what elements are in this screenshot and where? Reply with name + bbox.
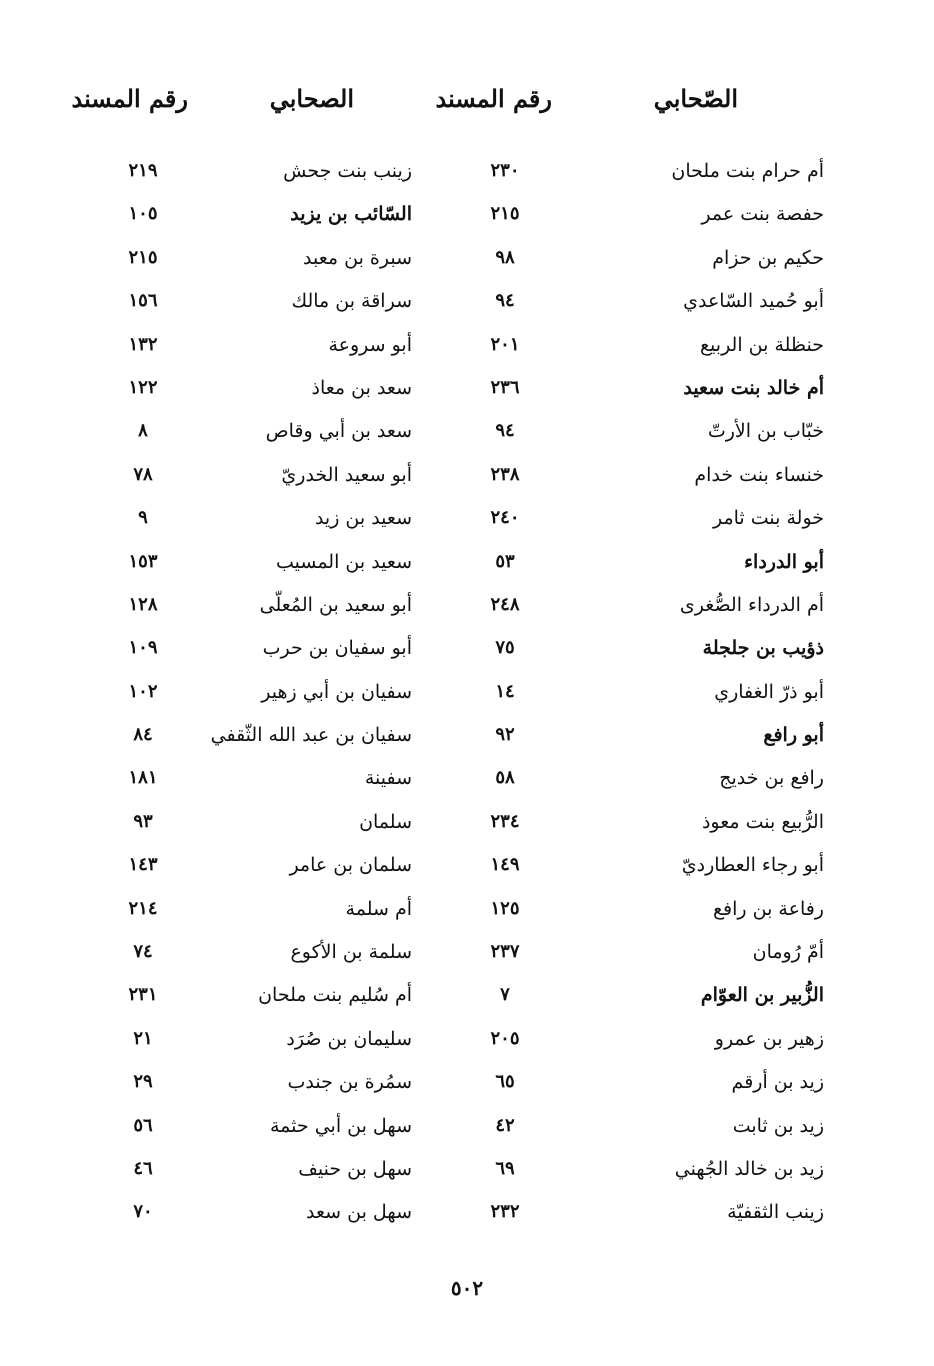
- companion-name-right: خبّاب بن الأرتّ: [707, 420, 824, 443]
- musnad-number-left: ١٢٨: [128, 593, 158, 615]
- musnad-number-right: ٢٣٨: [490, 463, 520, 485]
- companion-name-right: زيد بن ثابت: [732, 1114, 824, 1137]
- musnad-number-left: ١٣٢: [128, 333, 158, 355]
- musnad-number-left: ٢٣١: [128, 984, 158, 1006]
- musnad-number-right: ٧: [500, 984, 510, 1006]
- table-row: [0, 412, 934, 455]
- companion-name-left: زينب بنت جحش: [283, 160, 412, 182]
- companion-name-right: أم الدرداء الصُّغرى: [679, 593, 824, 616]
- musnad-number-right: ٥٣: [495, 550, 515, 572]
- companion-name-right: خنساء بنت خدام: [694, 463, 824, 486]
- musnad-number-right: ٢٤٨: [490, 593, 520, 615]
- musnad-number-left: ٢١: [133, 1027, 153, 1049]
- companion-name-left: أم سُليم بنت ملحان: [258, 984, 412, 1007]
- header-musnad-number-right: رقم المسند: [435, 84, 552, 113]
- table-row: [0, 282, 934, 325]
- table-row: [0, 586, 934, 629]
- table-row: [0, 1150, 934, 1193]
- companion-name-right: الزُّبير بن العوّام: [700, 984, 824, 1007]
- table-row: [0, 369, 934, 412]
- table-row: [0, 846, 934, 889]
- companion-name-left: أم سلمة: [345, 897, 412, 920]
- musnad-number-right: ٧٥: [495, 637, 515, 659]
- musnad-number-right: ١٤: [495, 680, 515, 702]
- companion-name-right: ذؤيب بن جلجلة: [702, 637, 824, 660]
- musnad-number-right: ٩٨: [495, 246, 515, 268]
- musnad-number-right: ٢٣٢: [490, 1201, 520, 1223]
- musnad-number-right: ٢٣٠: [490, 160, 520, 181]
- companion-name-right: رفاعة بن رافع: [712, 897, 824, 920]
- companion-name-left: أبو سعيد الخدريّ: [281, 463, 412, 486]
- table-row: [0, 673, 934, 716]
- musnad-number-left: ١٠٢: [128, 680, 158, 702]
- companion-name-right: زيد بن خالد الجُهني: [674, 1157, 824, 1180]
- table-row: [0, 456, 934, 499]
- table-row: [0, 499, 934, 542]
- companion-name-right: أبو رافع: [763, 724, 824, 747]
- companion-name-right: أم خالد بنت سعيد: [683, 376, 824, 399]
- musnad-number-left: ١٥٦: [128, 290, 158, 312]
- musnad-number-left: ٥٦: [133, 1114, 153, 1136]
- index-table: [0, 152, 934, 1237]
- musnad-number-right: ٩٢: [495, 724, 515, 746]
- companion-name-left: سليمان بن صُرَد: [286, 1027, 412, 1050]
- companion-name-left: سفيان بن عبد الله الثّقفي: [210, 724, 412, 747]
- musnad-number-right: ٦٩: [495, 1157, 515, 1179]
- companion-name-right: زينب الثقفيّة: [727, 1201, 824, 1224]
- musnad-number-left: ٧٠: [133, 1201, 153, 1223]
- table-row: [0, 152, 934, 195]
- companion-name-left: أبو سعيد بن المُعلّى: [259, 593, 412, 616]
- companion-name-left: سهل بن أبي حثمة: [270, 1114, 412, 1137]
- musnad-number-right: ٢٠٥: [490, 1027, 520, 1049]
- table-row: [0, 890, 934, 933]
- companion-name-right: رافع بن خديج: [719, 767, 824, 790]
- companion-name-left: أبو سروعة: [328, 333, 412, 356]
- musnad-number-right: ١٤٩: [490, 854, 520, 876]
- musnad-number-left: ٢٩: [133, 1071, 153, 1093]
- companion-name-right: أمّ رُومان: [752, 941, 824, 964]
- musnad-number-left: ١٤٣: [128, 854, 158, 876]
- musnad-number-left: ٢١٩: [128, 160, 158, 181]
- musnad-number-right: ٢٤٠: [490, 507, 520, 529]
- companion-name-right: أبو حُميد السّاعدي: [683, 290, 824, 313]
- companion-name-right: الرُّبيع بنت معوذ: [701, 810, 824, 833]
- companion-name-left: سهل بن سعد: [306, 1201, 412, 1224]
- companion-name-right: أم حرام بنت ملحان: [671, 160, 824, 182]
- companion-name-left: سعيد بن المسيب: [275, 550, 412, 573]
- table-row: [0, 1063, 934, 1106]
- musnad-number-right: ٥٨: [495, 767, 515, 789]
- musnad-number-left: ٩: [138, 507, 148, 529]
- table-header: [0, 84, 934, 124]
- table-row: [0, 803, 934, 846]
- companion-name-left: سعد بن أبي وقاص: [265, 420, 412, 443]
- companion-name-left: سراقة بن مالك: [291, 290, 412, 313]
- table-row: [0, 1020, 934, 1063]
- musnad-number-right: ٢١٥: [490, 203, 520, 225]
- musnad-number-left: ١٠٩: [128, 637, 158, 659]
- companion-name-right: خولة بنت ثامر: [712, 507, 824, 530]
- table-row: [0, 326, 934, 369]
- companion-name-left: أبو سفيان بن حرب: [262, 637, 412, 660]
- companion-name-right: حكيم بن حزام: [712, 246, 824, 269]
- companion-name-right: حفصة بنت عمر: [701, 203, 824, 226]
- musnad-number-right: ٤٢: [495, 1114, 515, 1136]
- table-row: [0, 629, 934, 672]
- table-row: [0, 976, 934, 1019]
- companion-name-left: سعيد بن زيد: [314, 507, 412, 530]
- header-companion-left: الصحابي: [269, 84, 354, 113]
- musnad-number-right: ٢٣٦: [490, 376, 520, 398]
- table-row: [0, 759, 934, 802]
- companion-name-left: سلمان: [359, 810, 412, 833]
- musnad-number-left: ٧٨: [133, 463, 153, 485]
- companion-name-right: أبو الدرداء: [744, 550, 824, 573]
- companion-name-left: سهل بن حنيف: [298, 1157, 412, 1180]
- companion-name-left: سلمان بن عامر: [289, 854, 412, 877]
- table-row: [0, 1107, 934, 1150]
- companion-name-left: سمُرة بن جندب: [287, 1071, 412, 1094]
- companion-name-left: السّائب بن يزيد: [290, 203, 412, 226]
- musnad-number-right: ٩٤: [495, 420, 515, 442]
- table-row: [0, 239, 934, 282]
- companion-name-right: أبو رجاء العطارديّ: [681, 854, 824, 877]
- musnad-number-left: ١٨١: [128, 767, 158, 789]
- musnad-number-left: ٢١٤: [128, 897, 158, 919]
- musnad-number-left: ٨٤: [133, 724, 153, 746]
- musnad-number-right: ٢٣٧: [490, 941, 520, 963]
- musnad-number-left: ٢١٥: [128, 246, 158, 268]
- companion-name-left: سبرة بن معبد: [303, 246, 412, 269]
- companion-name-right: حنظلة بن الربيع: [699, 333, 824, 356]
- musnad-number-left: ١٥٣: [128, 550, 158, 572]
- table-row: [0, 716, 934, 759]
- companion-name-left: سعد بن معاذ: [311, 376, 412, 399]
- musnad-number-right: ٢٠١: [490, 333, 520, 355]
- musnad-number-left: ٤٦: [133, 1157, 153, 1179]
- musnad-number-right: ٦٥: [495, 1071, 515, 1093]
- musnad-number-left: ٨: [138, 420, 148, 442]
- companion-name-left: سلمة بن الأكوع: [290, 941, 412, 964]
- header-musnad-number-left: رقم المسند: [71, 84, 188, 113]
- musnad-number-left: ٧٤: [133, 941, 153, 963]
- table-row: [0, 195, 934, 238]
- table-row: [0, 933, 934, 976]
- musnad-number-right: ٢٣٤: [490, 810, 520, 832]
- musnad-number-left: ١٠٥: [128, 203, 158, 225]
- companion-name-right: زهير بن عمرو: [714, 1027, 824, 1050]
- musnad-number-left: ٩٣: [133, 810, 153, 832]
- companion-name-right: أبو ذرّ الغفاري: [714, 680, 824, 703]
- musnad-number-right: ١٢٥: [490, 897, 520, 919]
- companion-name-left: سفيان بن أبي زهير: [261, 680, 412, 703]
- table-row: [0, 1193, 934, 1236]
- companion-name-right: زيد بن أرقم: [731, 1071, 824, 1094]
- page-number: ٥٠٢: [450, 1276, 484, 1300]
- musnad-number-left: ١٢٢: [128, 376, 158, 398]
- companion-name-left: سفينة: [364, 767, 412, 790]
- musnad-number-right: ٩٤: [495, 290, 515, 312]
- table-row: [0, 543, 934, 586]
- header-companion-right: الصّحابي: [653, 84, 738, 113]
